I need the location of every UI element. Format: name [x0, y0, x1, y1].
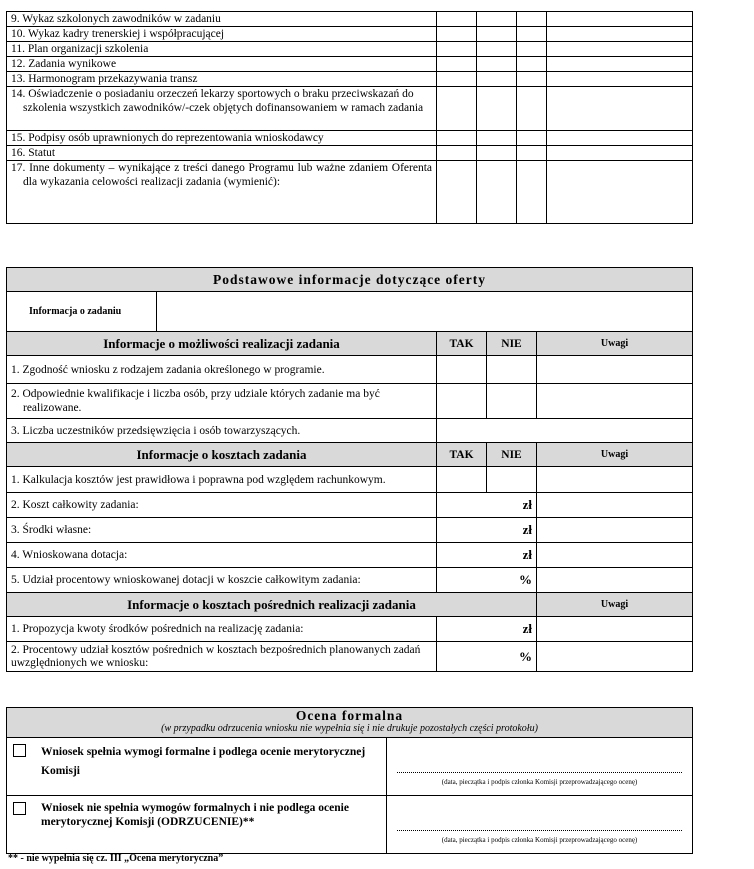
check-cell[interactable] [437, 131, 477, 146]
check-cell[interactable] [517, 12, 547, 27]
notes-cell[interactable] [547, 146, 693, 161]
task-info-label: Informacja o zadaniu [7, 292, 157, 332]
signature-cell[interactable] [387, 796, 693, 854]
accept-checkbox[interactable] [13, 744, 26, 757]
col-uwagi: Uwagi [537, 332, 693, 356]
section-heading: Informacje o możliwości realizacji zadania [7, 332, 437, 356]
check-cell[interactable] [517, 42, 547, 57]
unit-label: zł [437, 518, 537, 543]
option-accept [7, 738, 387, 796]
indirect-row-label: 2. Procentowy udział kosztów pośrednich w kosztach bezpośrednich planowanych zadań uwzględnionych we wniosku: [7, 642, 437, 672]
check-cell[interactable] [437, 146, 477, 161]
check-cell[interactable] [517, 57, 547, 72]
check-cell[interactable] [437, 161, 477, 224]
formal-header [7, 708, 693, 738]
option-reject [7, 796, 387, 854]
notes-cell[interactable] [537, 356, 693, 384]
attachment-item: 17. Inne dokumenty – wynikające z treści danego Programu lub ważne zdaniem Oferenta dla wykazania celowości realizacji zadania (wymienić): [7, 161, 437, 224]
check-cell[interactable] [477, 12, 517, 27]
col-tak: TAK [437, 443, 487, 467]
attachment-item: 9. Wykaz szkolonych zawodników w zadaniu [7, 12, 437, 27]
tak-cell[interactable] [437, 384, 487, 419]
formal-title: Ocena formalna [295, 708, 404, 723]
notes-cell[interactable] [547, 42, 693, 57]
check-cell[interactable] [437, 42, 477, 57]
notes-cell[interactable] [547, 27, 693, 42]
col-nie: NIE [487, 332, 537, 356]
cost-row-label: 2. Koszt całkowity zadania: [7, 493, 437, 518]
check-cell[interactable] [437, 27, 477, 42]
check-cell[interactable] [477, 27, 517, 42]
check-cell[interactable] [437, 72, 477, 87]
formal-eval-table [6, 707, 693, 854]
check-cell[interactable] [517, 161, 547, 224]
notes-cell[interactable] [547, 87, 693, 131]
footnote: ** - nie wypełnia się cz. III „Ocena merytoryczna” [8, 853, 224, 864]
cost-row-label: 3. Środki własne: [7, 518, 437, 543]
notes-cell[interactable] [547, 57, 693, 72]
unit-label: zł [437, 543, 537, 568]
reject-checkbox[interactable] [13, 802, 26, 815]
attachment-item: 10. Wykaz kadry trenerskiej i współpracującej [7, 27, 437, 42]
check-cell[interactable] [437, 12, 477, 27]
check-cell[interactable] [477, 87, 517, 131]
task-info-field[interactable] [157, 292, 693, 332]
tak-cell[interactable] [437, 467, 487, 493]
col-nie: NIE [487, 443, 537, 467]
col-tak: TAK [437, 332, 487, 356]
check-cell[interactable] [477, 72, 517, 87]
basic-info-table [6, 267, 693, 672]
formal-subtitle: (w przypadku odrzucenia wniosku nie wypełnia się i nie drukuje pozostałych części protokołu) [161, 723, 538, 734]
nie-cell[interactable] [487, 467, 537, 493]
criterion-row: 1. Zgodność wniosku z rodzajem zadania określonego w programie. [7, 356, 437, 384]
option-reject-label: Wniosek nie spełnia wymogów formalnych i nie podlega ocenie merytorycznej Komisji (ODRZUCENIE)** [41, 802, 349, 828]
cost-row-label: 4. Wnioskowana dotacja: [7, 543, 437, 568]
notes-cell[interactable] [537, 568, 693, 593]
signature-caption: (data, pieczątka i podpis członka Komisji przeprowadzającego ocenę) [397, 830, 682, 847]
attachments-table [6, 11, 693, 224]
indirect-row-label: 1. Propozycja kwoty środków pośrednich na realizację zadania: [7, 617, 437, 642]
notes-cell[interactable] [537, 543, 693, 568]
criterion-row: 2. Odpowiednie kwalifikacje i liczba osób, przy udziale których zadanie ma być realizowane. [7, 384, 437, 419]
attachment-item: 14. Oświadczenie o posiadaniu orzeczeń lekarzy sportowych o braku przeciwskazań do szkolenia wszystkich zawodników/-czek objętych dofinansowaniem w ramach zadania [7, 87, 437, 131]
notes-cell[interactable] [537, 642, 693, 672]
criterion-row: 3. Liczba uczestników przedsięwzięcia i osób towarzyszących. [7, 419, 437, 443]
option-accept-label: Wniosek spełnia wymogi formalne i podlega ocenie merytorycznej Komisji [41, 746, 366, 777]
check-cell[interactable] [517, 72, 547, 87]
cost-row-label: 5. Udział procentowy wnioskowanej dotacji w koszcie całkowitym zadania: [7, 568, 437, 593]
unit-label: zł [437, 617, 537, 642]
tak-cell[interactable] [437, 356, 487, 384]
col-uwagi: Uwagi [537, 593, 693, 617]
notes-cell[interactable] [537, 493, 693, 518]
notes-cell[interactable] [537, 467, 693, 493]
col-uwagi: Uwagi [537, 443, 693, 467]
section-heading: Informacje o kosztach zadania [7, 443, 437, 467]
notes-cell[interactable] [537, 518, 693, 543]
nie-cell[interactable] [487, 356, 537, 384]
notes-cell[interactable] [537, 384, 693, 419]
unit-label: zł [437, 493, 537, 518]
check-cell[interactable] [517, 131, 547, 146]
nie-cell[interactable] [487, 384, 537, 419]
signature-caption: (data, pieczątka i podpis członka Komisji przeprowadzającego ocenę) [397, 772, 682, 789]
value-cell[interactable] [437, 419, 693, 443]
attachment-item: 11. Plan organizacji szkolenia [7, 42, 437, 57]
notes-cell[interactable] [537, 617, 693, 642]
notes-cell[interactable] [547, 12, 693, 27]
notes-cell[interactable] [547, 72, 693, 87]
section-title: Podstawowe informacje dotyczące oferty [7, 268, 693, 292]
unit-label: % [437, 568, 537, 593]
check-cell[interactable] [517, 146, 547, 161]
unit-label: % [437, 642, 537, 672]
check-cell[interactable] [437, 87, 477, 131]
attachment-item: 16. Statut [7, 146, 437, 161]
attachment-item: 13. Harmonogram przekazywania transz [7, 72, 437, 87]
check-cell[interactable] [477, 131, 517, 146]
check-cell[interactable] [477, 146, 517, 161]
check-cell[interactable] [437, 57, 477, 72]
check-cell[interactable] [477, 42, 517, 57]
check-cell[interactable] [517, 27, 547, 42]
check-cell[interactable] [477, 161, 517, 224]
attachment-item: 12. Zadania wynikowe [7, 57, 437, 72]
notes-cell[interactable] [547, 161, 693, 224]
section-heading: Informacje o kosztach pośrednich realizacji zadania [7, 593, 537, 617]
attachment-item: 15. Podpisy osób uprawnionych do reprezentowania wnioskodawcy [7, 131, 437, 146]
check-cell[interactable] [517, 87, 547, 131]
criterion-row: 1. Kalkulacja kosztów jest prawidłowa i poprawna pod względem rachunkowym. [7, 467, 437, 493]
check-cell[interactable] [477, 57, 517, 72]
signature-cell[interactable] [387, 738, 693, 796]
notes-cell[interactable] [547, 131, 693, 146]
